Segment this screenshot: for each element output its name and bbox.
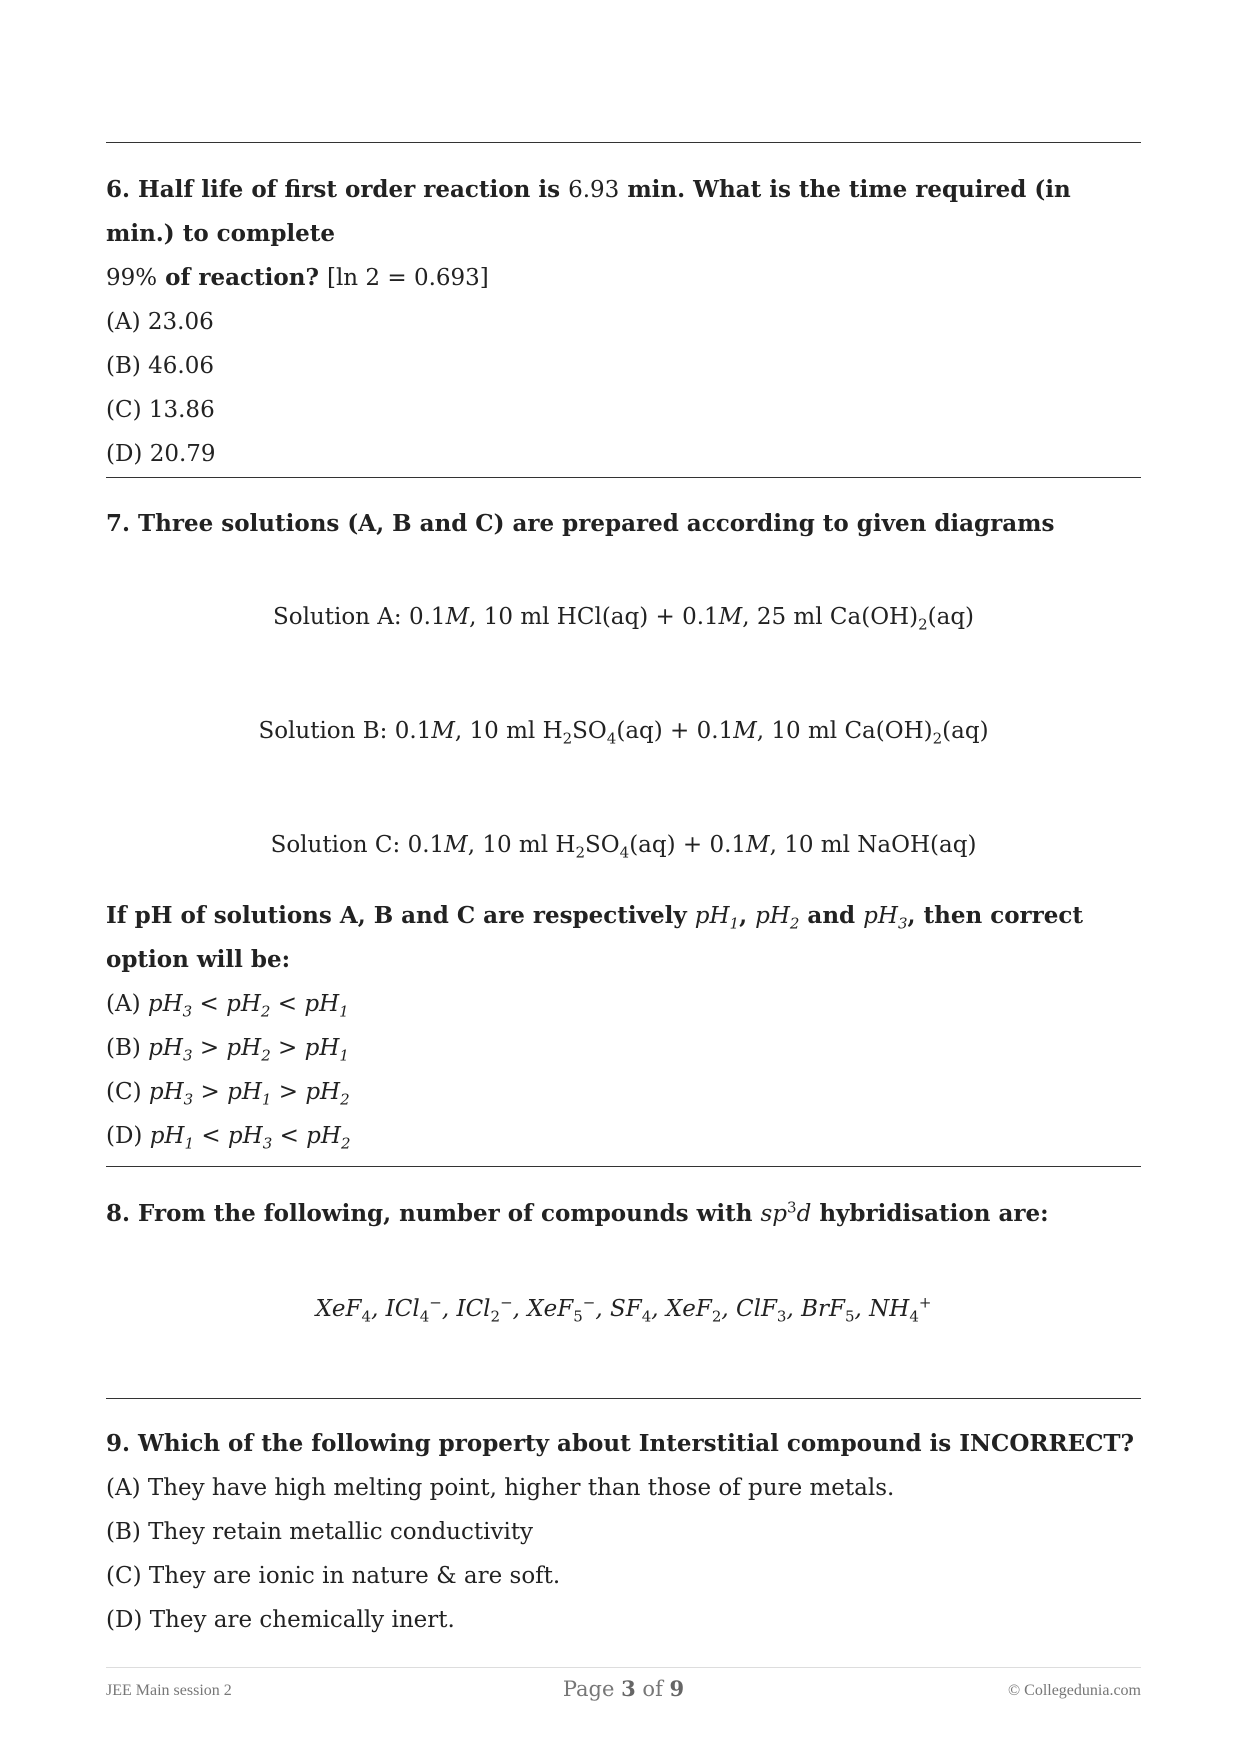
divider [106, 477, 1141, 478]
page-footer [106, 1676, 1141, 1706]
question-7-condition: If pH of solutions A, B and C are respectively $pH_1$, $pH_2$ and $pH_3$, then correct option will be: [106, 902, 1084, 973]
question-6-stem: 6. Half life of first order reaction is 6.93 min. What is the time required (in min.) to complete 99% of reaction? [ln 2 = 0.693] [106, 176, 1071, 291]
option-c: (C) $pH_3 > pH_1 > pH_2$ [106, 1079, 350, 1109]
question-6 [106, 168, 1141, 476]
footer-divider [106, 1667, 1141, 1668]
question-7-body [106, 894, 1141, 1158]
option-b: (B) They retain metallic conductivity [106, 1519, 534, 1545]
question-7-stem: 7. Three solutions (A, B and C) are prepared according to given diagrams [106, 510, 1055, 537]
compound-list: XeF$_4$, ICl$_4$−, ICl$_2$−, XeF$_5$−, $SF_4$, XeF$_2$, ClF$_3$, BrF$_5$, $NH_4^+$ [315, 1293, 932, 1326]
solution-b-equation: Solution B: 0.1M, 10 ml $H_2SO_4(aq) + 0.1M$, 10 ml $Ca(OH)_2(aq)$ [258, 718, 989, 748]
solution-c-equation: Solution C: 0.1M, 10 ml $H_2SO_4(aq) + 0.1M$, 10 ml NaOH(aq) [270, 832, 977, 862]
option-a: (A) 23.06 [106, 309, 214, 335]
option-b: (B) $pH_3 > pH_2 > pH_1$ [106, 1035, 349, 1065]
divider [106, 1398, 1141, 1399]
option-d: (D) They are chemically inert. [106, 1607, 455, 1633]
option-b: (B) 46.06 [106, 353, 215, 379]
option-d: (D) 20.79 [106, 441, 216, 467]
divider [106, 1166, 1141, 1167]
option-c: (C) 13.86 [106, 397, 215, 423]
question-9-stem: 9. Which of the following property about Interstitial compound is INCORRECT? [106, 1430, 1135, 1457]
footer-copyright: © Collegedunia.com [1007, 1682, 1141, 1699]
question-9 [106, 1422, 1141, 1642]
option-a: (A) They have high melting point, higher than those of pure metals. [106, 1475, 895, 1501]
option-c: (C) They are ionic in nature & are soft. [106, 1563, 561, 1589]
divider [106, 142, 1141, 143]
option-a: (A) $pH_3 < pH_2 < pH_1$ [106, 991, 349, 1021]
page-number: Page 3 of 9 [562, 1676, 685, 1701]
exam-page [106, 0, 1141, 1754]
footer-exam-name: JEE Main session 2 [106, 1682, 232, 1699]
solution-a-equation: Solution A: 0.1M, 10 ml HCl(aq) + 0.1M, 25 ml $Ca(OH)_2(aq)$ [272, 604, 975, 634]
option-d: (D) $pH_1 < pH_3 < pH_2$ [106, 1123, 351, 1153]
question-8-stem: 8. From the following, number of compounds with $sp^3d$ hybridisation are: [106, 1198, 1049, 1227]
